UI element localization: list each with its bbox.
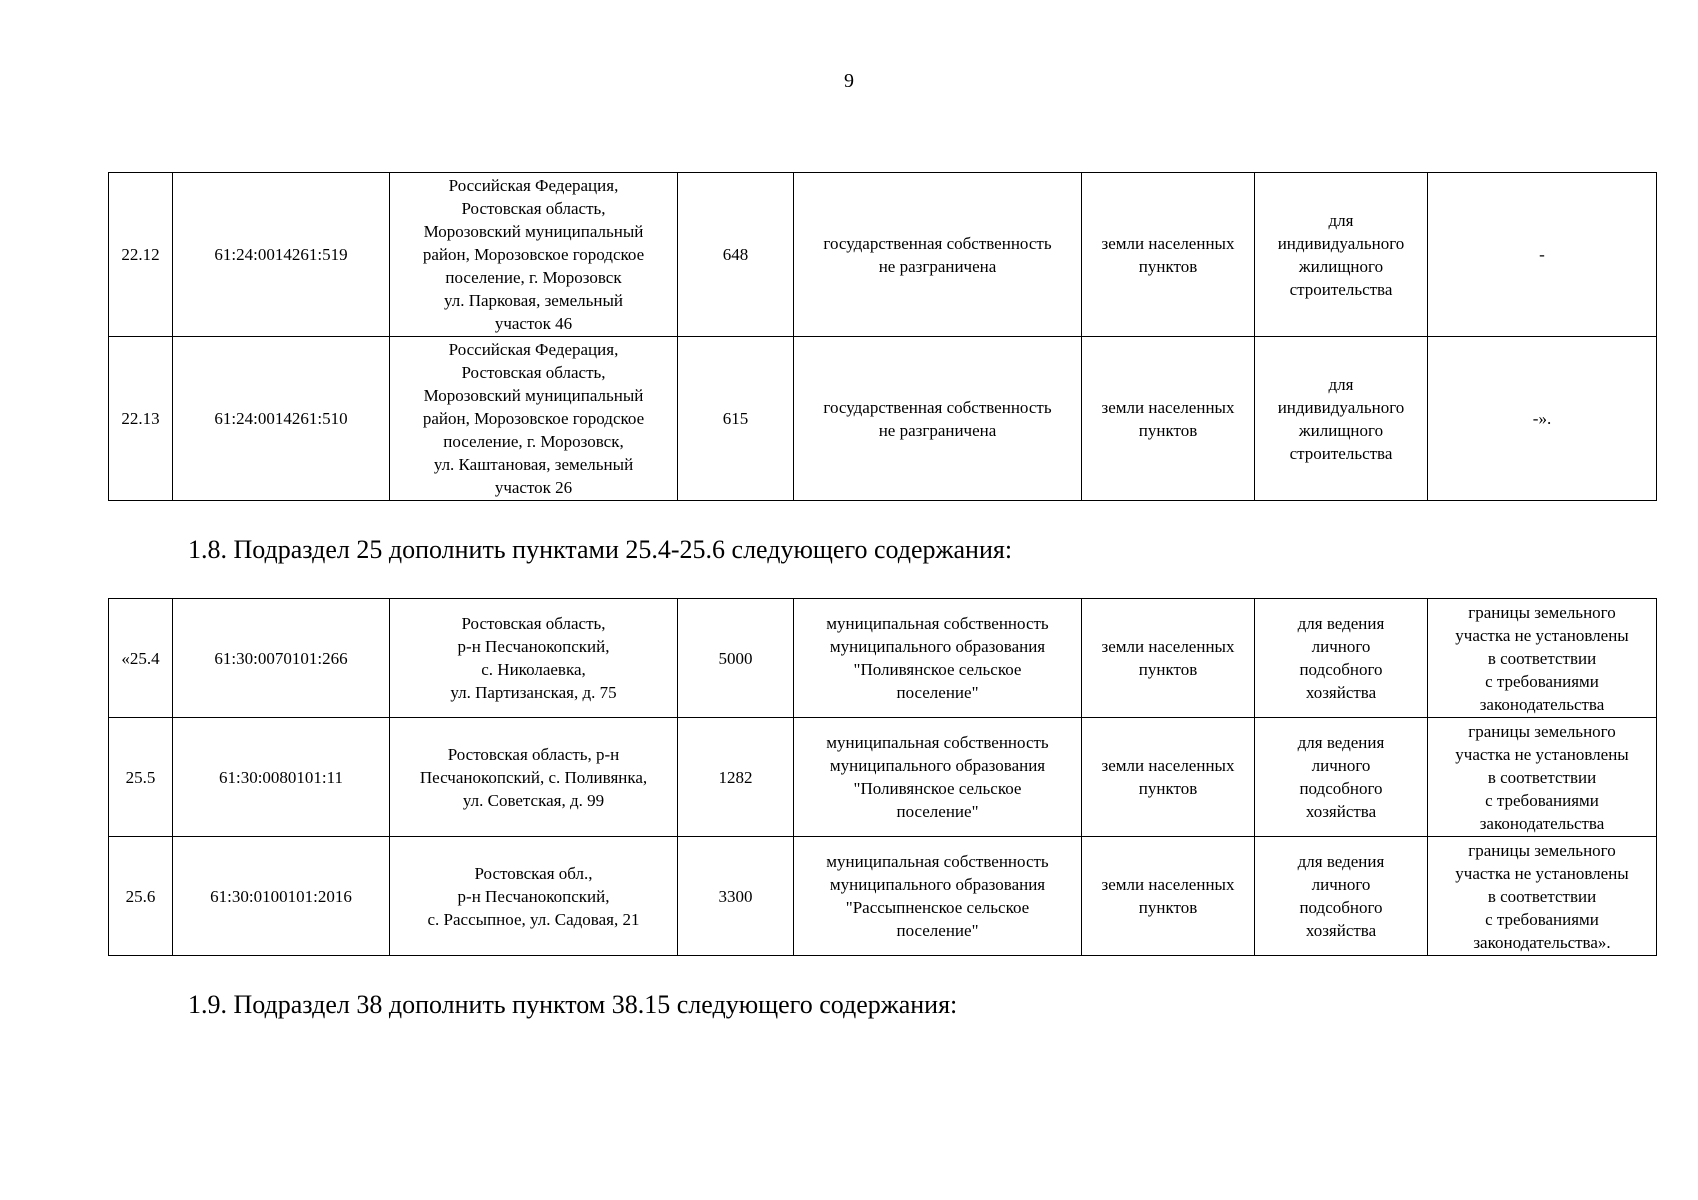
section-heading-1-9: 1.9. Подраздел 38 дополнить пунктом 38.15 следующего содержания: [188,990,958,1019]
ownership-cell: муниципальная собственность муниципального образования "Рассыпненское сельское поселение" [794,837,1082,956]
land-plots-table-subsection-25 [108,598,1657,956]
address-cell: Ростовская область, р-н Песчанокопский, с. Николаевка, ул. Партизанская, д. 75 [390,599,678,718]
area-cell: 5000 [678,599,794,718]
cadastral-number-cell: 61:30:0080101:11 [173,718,390,837]
land-category-cell: земли населенных пунктов [1082,173,1255,337]
address-cell: Ростовская обл., р-н Песчанокопский, с. Рассыпное, ул. Садовая, 21 [390,837,678,956]
cadastral-number-cell: 61:24:0014261:510 [173,337,390,501]
address-cell: Ростовская область, р-н Песчанокопский, с. Поливянка, ул. Советская, д. 99 [390,718,678,837]
area-cell: 1282 [678,718,794,837]
table-row [109,337,1657,501]
note-cell: границы земельного участка не установлены в соответствии с требованиями законодательства». [1428,837,1657,956]
permitted-use-cell: для ведения личного подсобного хозяйства [1255,599,1428,718]
ownership-cell: муниципальная собственность муниципального образования "Поливянское сельское поселение" [794,599,1082,718]
table-row [109,718,1657,837]
ownership-cell: муниципальная собственность муниципального образования "Поливянское сельское поселение" [794,718,1082,837]
permitted-use-cell: для индивидуального жилищного строительства [1255,173,1428,337]
land-category-cell: земли населенных пунктов [1082,718,1255,837]
address-cell: Российская Федерация, Ростовская область, Морозовский муниципальный район, Морозовское городское поселение, г. Морозовск ул. Парковая, земельный участок 46 [390,173,678,337]
note-cell: -». [1428,337,1657,501]
table-row [109,599,1657,718]
item-number-cell: 22.12 [109,173,173,337]
permitted-use-cell: для индивидуального жилищного строительства [1255,337,1428,501]
address-cell: Российская Федерация, Ростовская область, Морозовский муниципальный район, Морозовское городское поселение, г. Морозовск, ул. Каштановая, земельный участок 26 [390,337,678,501]
permitted-use-cell: для ведения личного подсобного хозяйства [1255,718,1428,837]
item-number-cell: 22.13 [109,337,173,501]
area-cell: 648 [678,173,794,337]
cadastral-number-cell: 61:24:0014261:519 [173,173,390,337]
cadastral-number-cell: 61:30:0100101:2016 [173,837,390,956]
item-number-cell: «25.4 [109,599,173,718]
section-heading-1-8: 1.8. Подраздел 25 дополнить пунктами 25.4-25.6 следующего содержания: [188,535,1013,564]
table-row [109,837,1657,956]
land-category-cell: земли населенных пунктов [1082,337,1255,501]
note-cell: - [1428,173,1657,337]
permitted-use-cell: для ведения личного подсобного хозяйства [1255,837,1428,956]
item-number-cell: 25.6 [109,837,173,956]
land-category-cell: земли населенных пунктов [1082,837,1255,956]
area-cell: 3300 [678,837,794,956]
area-cell: 615 [678,337,794,501]
note-cell: границы земельного участка не установлены в соответствии с требованиями законодательства [1428,599,1657,718]
cadastral-number-cell: 61:30:0070101:266 [173,599,390,718]
ownership-cell: государственная собственность не разграничена [794,173,1082,337]
ownership-cell: государственная собственность не разграничена [794,337,1082,501]
table-row [109,173,1657,337]
item-number-cell: 25.5 [109,718,173,837]
note-cell: границы земельного участка не установлены в соответствии с требованиями законодательства [1428,718,1657,837]
land-plots-table-subsection-22 [108,172,1657,501]
land-category-cell: земли населенных пунктов [1082,599,1255,718]
page-number: 9 [844,70,854,92]
